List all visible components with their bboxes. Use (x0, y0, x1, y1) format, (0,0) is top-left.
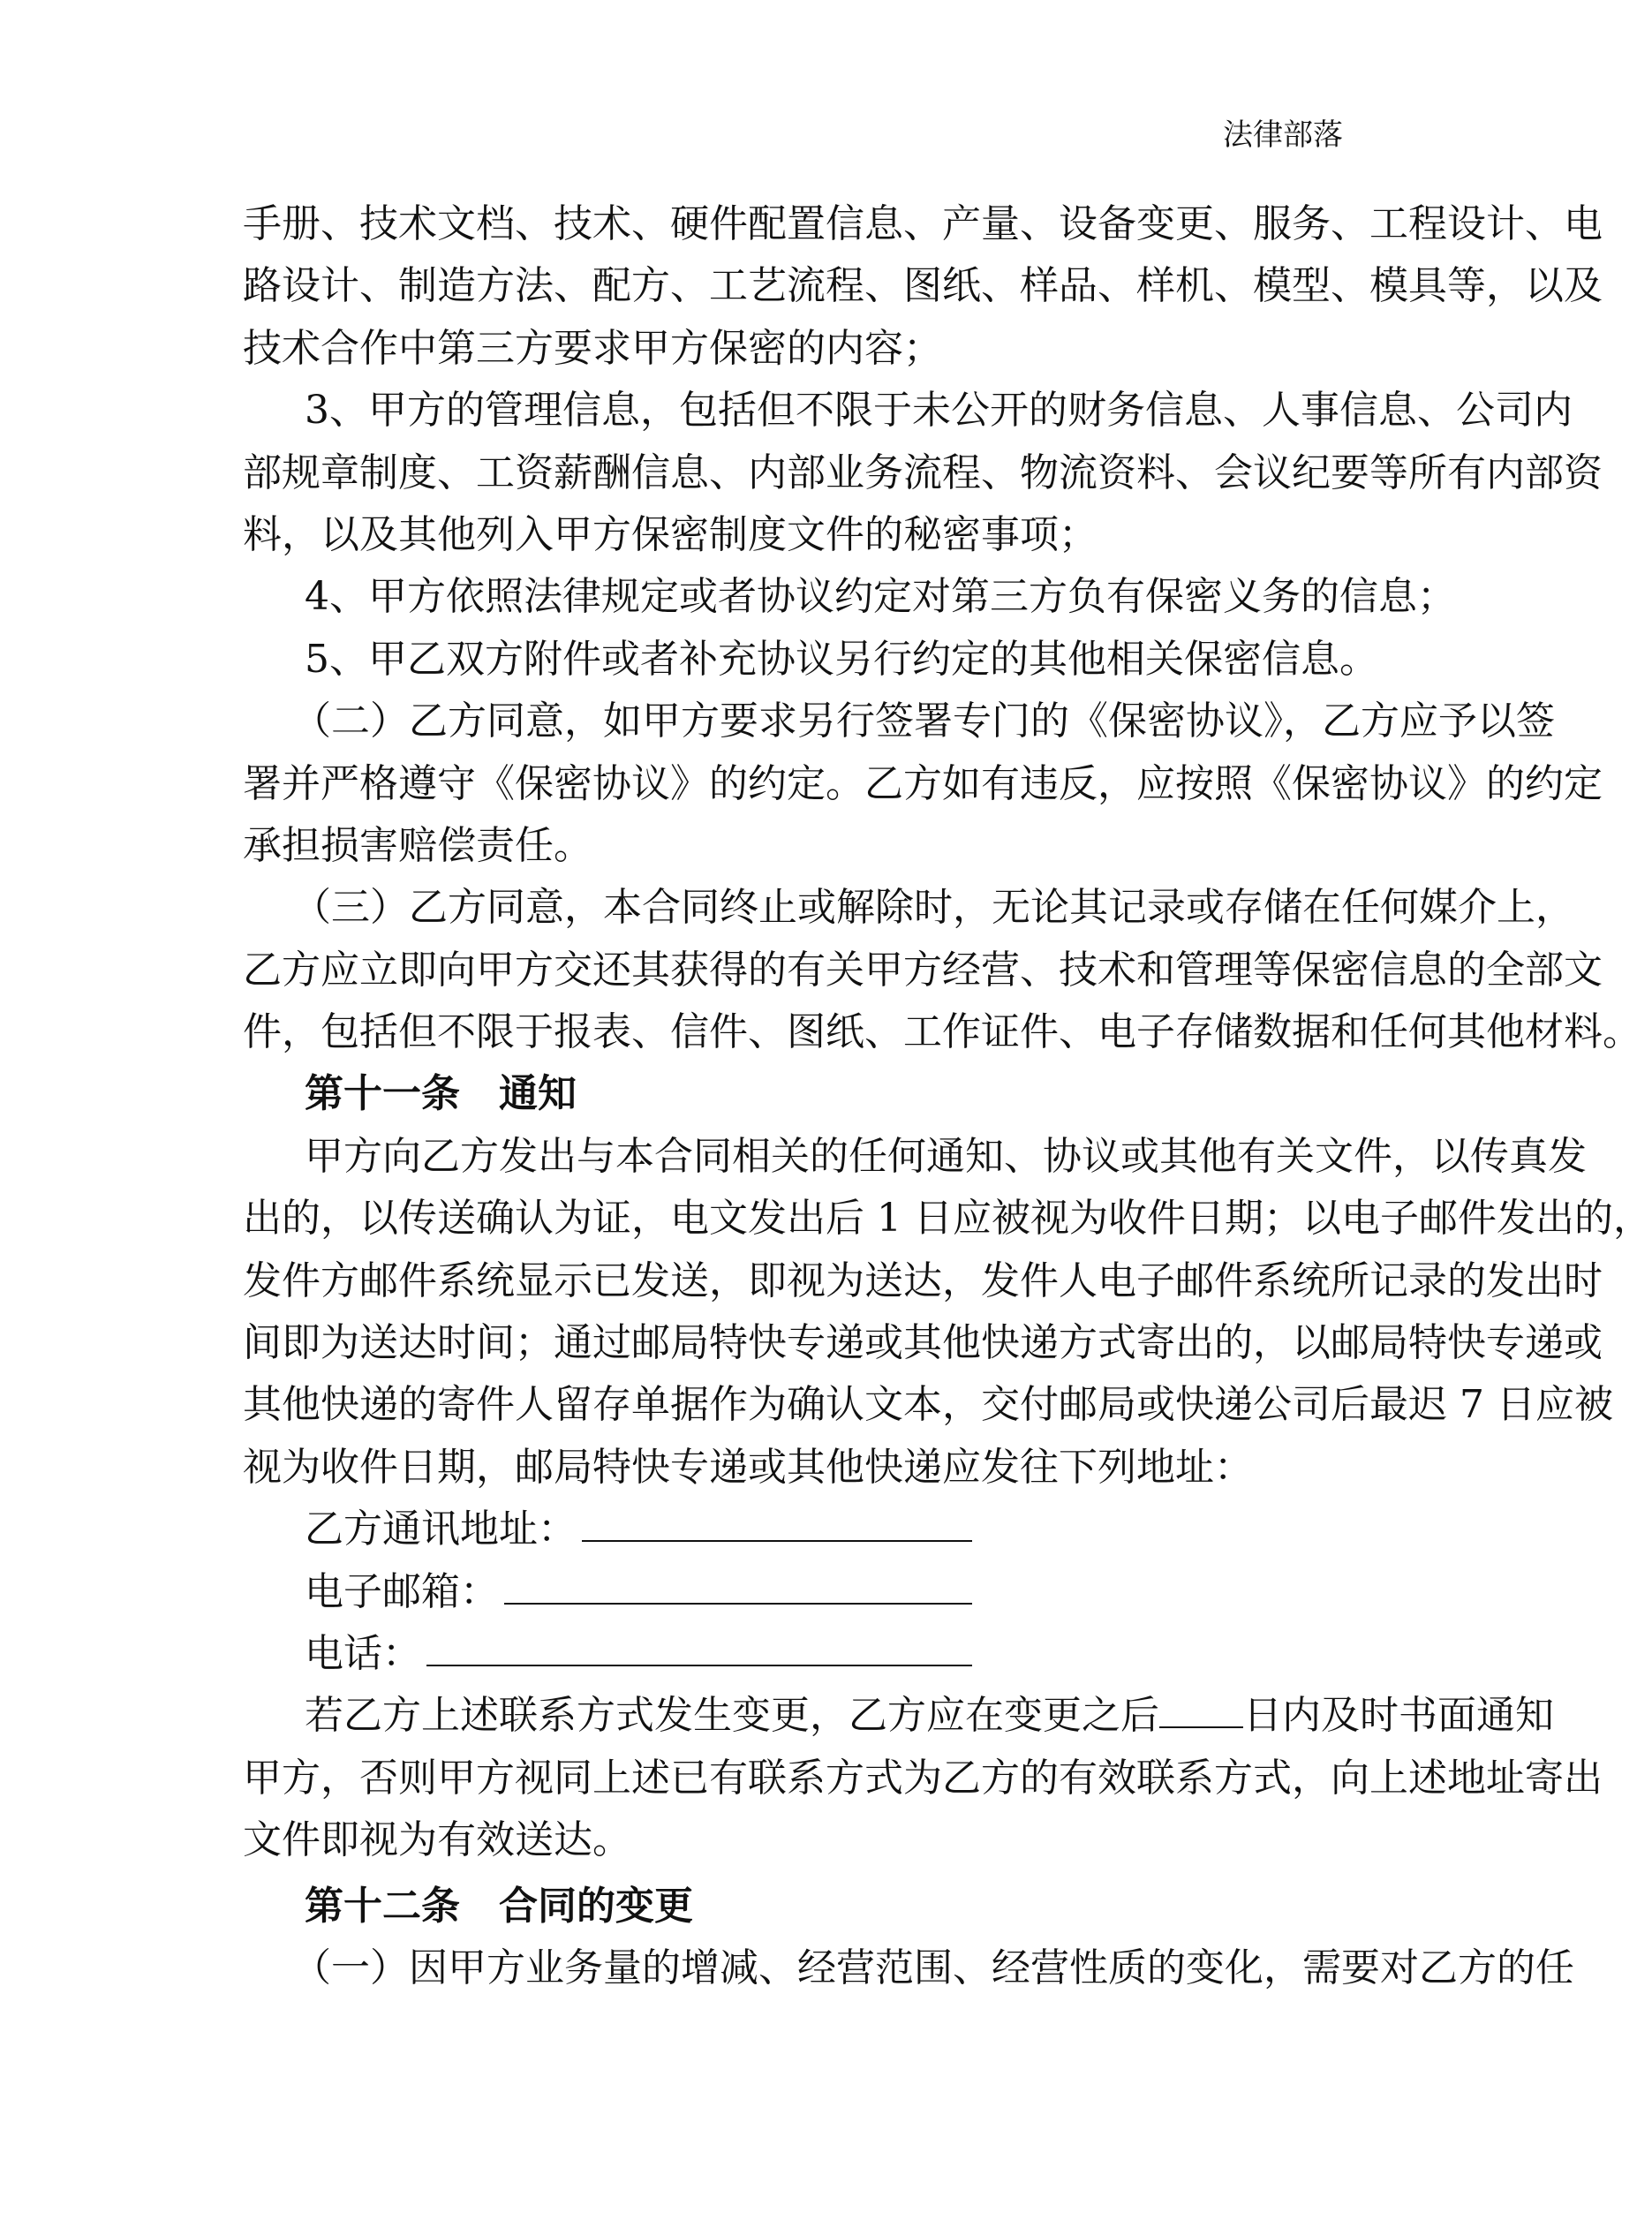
text-line: 3、甲方的管理信息，包括但不限于未公开的财务信息、人事信息、公司内 (305, 388, 1573, 434)
address-field (243, 1499, 1343, 1560)
address-blank[interactable] (582, 1510, 972, 1542)
text-line: 署并严格遵守《保密协议》的约定。乙方如有违反，应按照《保密协议》的约定 (243, 760, 1603, 806)
text-line (243, 1685, 1554, 1747)
text-line: 手册、技术文档、技术、硬件配置信息、产量、设备变更、服务、工程设计、电 (243, 201, 1603, 246)
text-line: 甲方向乙方发出与本合同相关的任何通知、协议或其他有关文件，以传真发 (305, 1133, 1587, 1179)
text-line: 5、甲乙双方附件或者补充协议另行约定的其他相关保密信息。 (305, 636, 1378, 682)
page-header: 法律部落 (1223, 117, 1343, 153)
text-line: 路设计、制造方法、配方、工艺流程、图纸、样品、样机、模型、模具等，以及 (243, 263, 1603, 309)
address-label: 乙方通讯地址： (305, 1507, 577, 1552)
section-heading-12: 第十二条 合同的变更 (305, 1883, 693, 1929)
text-line: （二）乙方同意，如甲方要求另行签署专门的《保密协议》，乙方应予以签 (292, 699, 1555, 744)
text-line: 文件即视为有效送达。 (243, 1817, 631, 1863)
text-line: 间即为送达时间；通过邮局特快专递或其他快递方式寄出的，以邮局特快专递或 (243, 1320, 1603, 1366)
text-line: 乙方应立即向甲方交还其获得的有关甲方经营、技术和管理等保密信息的全部文 (243, 947, 1603, 993)
text-segment: 日内及时书面通知 (1243, 1693, 1554, 1739)
text-line: 发件方邮件系统显示已发送，即视为送达，发件人电子邮件系统所记录的发出时 (243, 1257, 1603, 1303)
text-line: 其他快递的寄件人留存单据作为确认文本，交付邮局或快递公司后最迟 7 日应被 (243, 1382, 1613, 1428)
phone-field (243, 1623, 1343, 1685)
email-label: 电子邮箱： (305, 1568, 499, 1614)
phone-blank[interactable] (426, 1635, 972, 1666)
days-blank[interactable] (1159, 1698, 1243, 1728)
email-blank[interactable] (504, 1573, 972, 1605)
text-line: 4、甲方依照法律规定或者协议约定对第三方负有保密义务的信息； (305, 574, 1456, 620)
text-line: 部规章制度、工资薪酬信息、内部业务流程、物流资料、会议纪要等所有内部资 (243, 449, 1603, 495)
email-field (243, 1561, 1343, 1623)
text-line: 出的，以传送确认为证，电文发出后 1 日应被视为收件日期；以电子邮件发出的， (243, 1196, 1652, 1242)
text-segment: 若乙方上述联系方式发生变更，乙方应在变更之后 (305, 1693, 1159, 1739)
text-line: 视为收件日期，邮局特快专递或其他快递应发往下列地址： (243, 1444, 1253, 1490)
text-line: 件，包括但不限于报表、信件、图纸、工作证件、电子存储数据和任何其他材料。 (243, 1009, 1641, 1055)
document-body (243, 193, 1652, 1999)
phone-label: 电话： (305, 1630, 421, 1676)
text-line: （三）乙方同意，本合同终止或解除时，无论其记录或存储在任何媒介上， (292, 885, 1574, 931)
text-line: 承担损害赔偿责任。 (243, 822, 592, 868)
text-line: （一）因甲方业务量的增减、经营范围、经营性质的变化，需要对乙方的任 (292, 1945, 1574, 1990)
text-line: 技术合作中第三方要求甲方保密的内容； (243, 325, 942, 371)
text-line: 料，以及其他列入甲方保密制度文件的秘密事项； (243, 511, 1098, 557)
text-line: 甲方，否则甲方视同上述已有联系方式为乙方的有效联系方式，向上述地址寄出 (243, 1755, 1603, 1801)
section-heading-11: 第十一条 通知 (305, 1071, 577, 1117)
